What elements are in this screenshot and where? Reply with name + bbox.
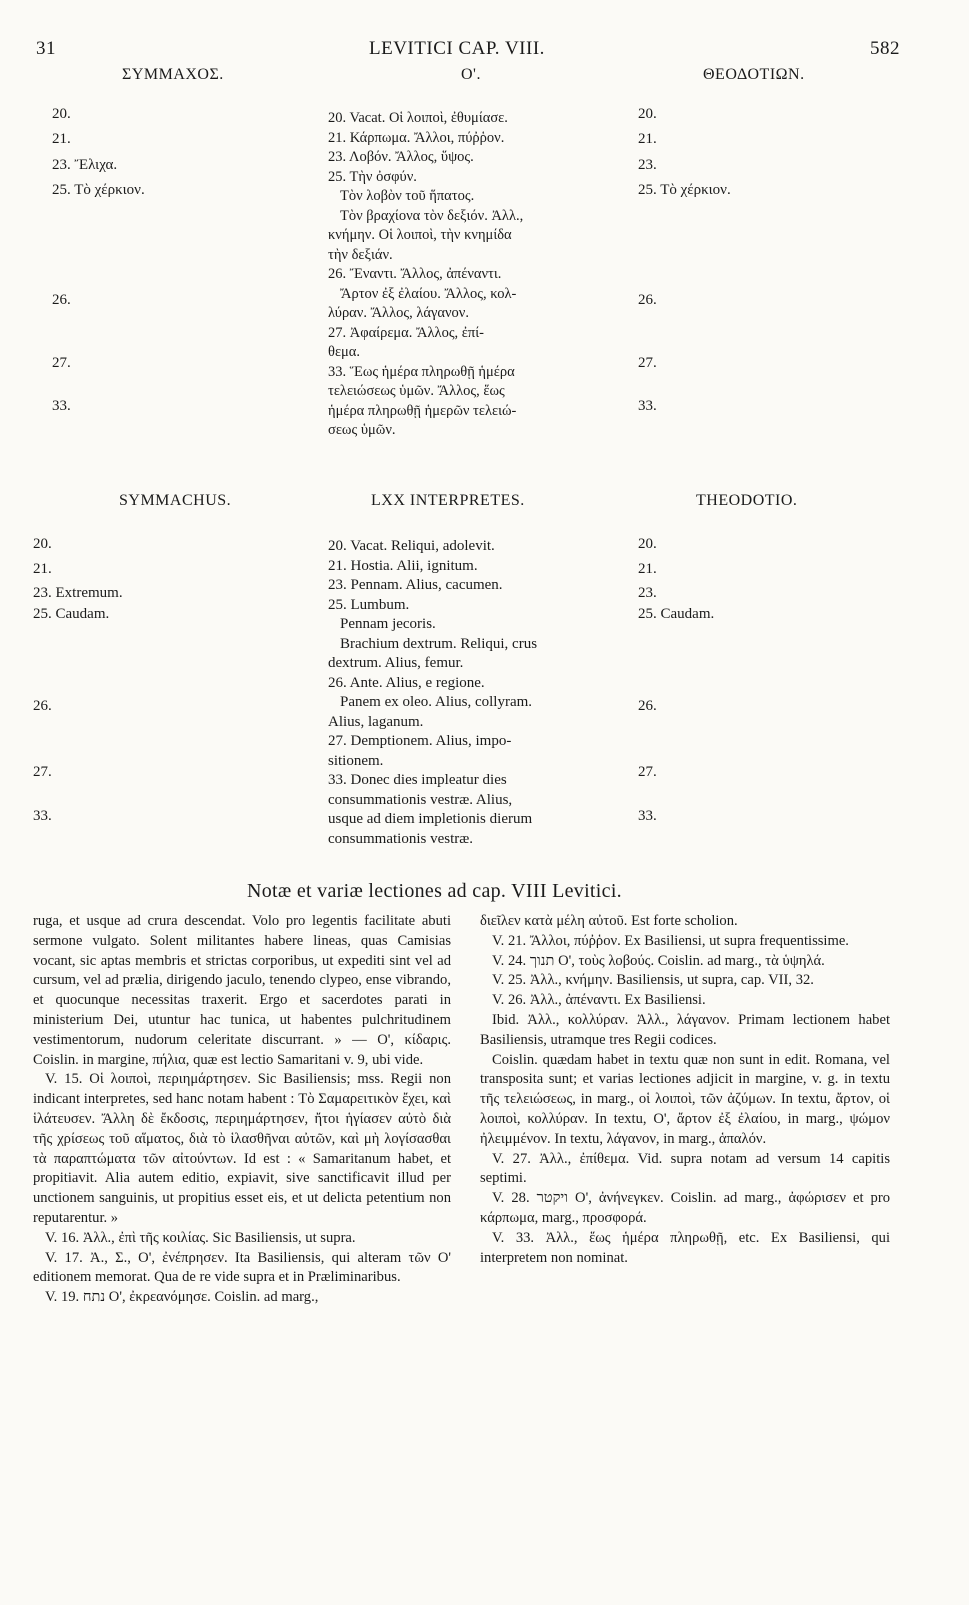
greek-mid-line: 27. Ἀφαίρεμα. Ἄλλος, ἐπί-	[328, 324, 484, 341]
latin-right-row: 21.	[638, 561, 657, 577]
latin-right-row: 27.	[638, 764, 657, 780]
greek-mid-line: 21. Κάρπωμα. Ἄλλοι, πύῤῥον.	[328, 129, 505, 146]
note-paragraph: V. 17. Ἀ., Σ., Ο', ἐνέπρησεν. Ita Basiliensis, qui alteram τῶν Ο' editionem memorat. Qua de re vide supra et in Præliminaribus.	[33, 1249, 451, 1286]
greek-mid-line: τὴν δεξιάν.	[328, 246, 393, 263]
lxx-latin-heading: LXX INTERPRETES.	[371, 492, 525, 509]
latin-right-row: 26.	[638, 698, 657, 714]
notes-title: Notæ et variæ lectiones ad cap. VIII Levitici.	[247, 880, 622, 902]
note-paragraph: Coislin. quædam habet in textu quæ non sunt in edit. Romana, vel transposita sunt; et varias lectiones adjicit in margine, v. g. in textu τῆς τελειώσεως, in marg., οἱ λοιποὶ, τῶν ἀζύμων. In textu, ἄρτον, οἱ λοιποὶ, κολλύραν. In textu, Ο', ἄρτον ἐξ ἐλαίου, in marg., ψώμον ἠλειμμένον. In textu, λάγανον, in marg., ἁπαλόν.	[480, 1051, 890, 1147]
greek-mid-line: τελειώσεως ὑμῶν. Ἄλλος, ἕως	[328, 383, 505, 399]
latin-left-row: 25. Caudam.	[33, 606, 110, 622]
greek-right-row: 26.	[638, 292, 657, 308]
greek-mid-line: 20. Vacat. Οἱ λοιποὶ, ἐθυμίασε.	[328, 110, 508, 126]
greek-mid-line: 33. Ἕως ἡμέρα πληρωθῇ ἡμέρα	[328, 363, 515, 380]
latin-mid-line: Panem ex oleo. Alius, collyram.	[340, 694, 533, 710]
latin-mid-line: sitionem.	[328, 752, 384, 769]
page-number-left: 31	[36, 38, 56, 59]
greek-mid-line: ἡμέρα πληρωθῇ ἡμερῶν τελειώ-	[328, 402, 517, 419]
latin-right-row: 20.	[638, 536, 657, 552]
greek-mid-line: 23. Λοβόν. Ἄλλος, ὕψος.	[328, 149, 474, 165]
greek-mid-line: 25. Τὴν ὀσφύν.	[328, 168, 417, 185]
greek-mid-line: λύραν. Ἄλλος, λάγανον.	[328, 305, 469, 321]
greek-left-row: 27.	[52, 355, 71, 371]
latin-mid-line: usque ad diem impletionis dierum	[328, 811, 533, 827]
greek-mid-line: κνήμην. Οἱ λοιποὶ, τὴν κνημίδα	[328, 227, 512, 243]
greek-mid-line: 26. Ἔναντι. Ἄλλος, ἀπέναντι.	[328, 266, 502, 282]
note-paragraph: V. 15. Οἱ λοιποὶ, περιημάρτησεν. Sic Basiliensis; mss. Regii non indicant interpretes, sed hanc notam habent : Τὸ Σαμαρειτικὸν ἔχει, καὶ ἱλάτευσεν. Ἄλλη δὲ ἔκδοσις, περιημάρτησεν, ἤτοι ἡγίασεν αὐτὸ διὰ τῆς χρίσεως τοῦ αἵματος, διὰ τὸ ἱλασθῆναι αὐτῶν, καὶ μὴ λογίσασθαι τὰ παραπτώματα τῶν αἰτούντων. Id est : « Samaritanum habet, et propitiavit. Alia autem editio, expiavit, sive sanctificavit illud per unctionem sanguinis, ut propitius esset eis, et ut delicta petentium non reputarentur. »	[33, 1071, 451, 1226]
greek-mid-line: Τὸν λοβὸν τοῦ ἥπατος.	[340, 188, 475, 204]
greek-right-row: 25. Τὸ χέρκιον.	[638, 182, 731, 198]
latin-left-row: 20.	[33, 536, 52, 552]
latin-right-row: 23.	[638, 585, 657, 601]
greek-mid-line: θεμα.	[328, 344, 361, 360]
latin-mid-line: 25. Lumbum.	[328, 596, 410, 613]
latin-mid-line: Alius, laganum.	[328, 713, 424, 730]
latin-mid-line: Pennam jecoris.	[340, 616, 436, 632]
greek-mid-line: σεως ὑμῶν.	[328, 422, 396, 438]
note-paragraph: V. 33. Ἀλλ., ἕως ἡμέρα πληρωθῇ, etc. Ex Basiliensi, qui interpretem non nominat.	[480, 1229, 890, 1266]
note-paragraph: V. 28. ויקטר Ο', ἀνήνεγκεν. Coislin. ad marg., ἀφώρισεν et pro κάρπωμα, marg., προσφορά.	[480, 1190, 890, 1226]
lxx-greek-column	[328, 109, 628, 441]
latin-mid-line: 20. Vacat. Reliqui, adolevit.	[328, 538, 495, 554]
theodotio-latin-heading: THEODOTIO.	[696, 492, 798, 509]
latin-left-row: 21.	[33, 561, 52, 577]
notes-right-column	[480, 912, 890, 1268]
greek-mid-line: Ἄρτον ἐξ ἐλαίου. Ἄλλος, κολ-	[340, 285, 517, 302]
greek-right-row: 27.	[638, 355, 657, 371]
latin-mid-line: 23. Pennam. Alius, cacumen.	[328, 577, 503, 593]
note-paragraph: Ibid. Ἀλλ., κολλύραν. Ἀλλ., λάγανον. Primam lectionem habet Basiliensis, utramque tres Regii codices.	[480, 1011, 890, 1048]
latin-right-row: 25. Caudam.	[638, 606, 715, 622]
latin-left-row: 26.	[33, 698, 52, 714]
greek-left-row: 23. Ἔλιχα.	[52, 157, 118, 173]
latin-mid-line: 26. Ante. Alius, e regione.	[328, 674, 485, 691]
latin-left-row: 33.	[33, 808, 52, 824]
greek-right-row: 20.	[638, 106, 657, 122]
latin-left-row: 23. Extremum.	[33, 585, 123, 601]
note-paragraph: ruga, et usque ad crura descendat. Volo pro legentis facilitate abuti sermone vulgato. Solent militantes habere lineas, quas Camisias vocant, sic aptas membris et strictas corporibus, ut expediti sint vel ad cursum, vel ad prælia, dirigendo jaculo, tenendo clypeo, ense vibrando, et quocunque necessitas traxerit. Ergo et sacerdotes parati in ministerium Dei, utuntur hac tunica, ut habentes pulchritudinem vestimentorum, nudorum celeritate discurrant. » — Ο', κίδαρις. Coislin. in margine, πήλια, quæ est lectio Samaritani v. 9, ubi vide.	[33, 913, 451, 1068]
greek-left-row: 20.	[52, 106, 71, 122]
note-paragraph: V. 24. תנוך Ο', τοὺς λοβούς. Coislin. ad marg., τὰ ὑψηλά.	[492, 952, 825, 969]
latin-right-row: 33.	[638, 808, 657, 824]
latin-left-row: 27.	[33, 764, 52, 780]
notes-left-column	[33, 912, 451, 1308]
greek-left-row: 33.	[52, 398, 71, 414]
running-title: LEVITICI CAP. VIII.	[369, 38, 545, 59]
lxx-greek-heading: Ο'.	[461, 66, 481, 83]
latin-mid-line: consummationis vestræ. Alius,	[328, 791, 513, 808]
greek-right-row: 33.	[638, 398, 657, 414]
latin-mid-line: Brachium dextrum. Reliqui, crus	[340, 635, 538, 652]
symmachus-greek-heading: ΣΥΜΜΑΧΟΣ.	[122, 66, 224, 83]
note-paragraph: V. 21. Ἄλλοι, πύῤῥον. Ex Basiliensi, ut supra frequentissime.	[492, 932, 849, 949]
latin-mid-line: 21. Hostia. Alii, ignitum.	[328, 557, 478, 574]
greek-right-row: 21.	[638, 131, 657, 147]
note-paragraph: V. 16. Ἀλλ., ἐπὶ τῆς κοιλίας. Sic Basiliensis, ut supra.	[45, 1229, 356, 1246]
page-number-right: 582	[870, 38, 900, 59]
greek-left-row: 25. Τὸ χέρκιον.	[52, 182, 145, 198]
note-paragraph: V. 26. Ἀλλ., ἀπέναντι. Ex Basiliensi.	[492, 992, 706, 1009]
greek-left-row: 26.	[52, 292, 71, 308]
latin-mid-line: 27. Demptionem. Alius, impo-	[328, 733, 512, 749]
theodotion-greek-heading: ΘΕΟΔΟΤΙΩΝ.	[703, 66, 805, 83]
note-paragraph: V. 25. Ἀλλ., κνήμην. Basiliensis, ut supra, cap. VII, 32.	[492, 972, 814, 989]
symmachus-latin-heading: SYMMACHUS.	[119, 492, 232, 509]
latin-mid-line: dextrum. Alius, femur.	[328, 655, 464, 671]
note-paragraph: διεῖλεν κατὰ μέλη αὐτοῦ. Est forte scholion.	[480, 913, 738, 929]
latin-mid-line: 33. Donec dies impleatur dies	[328, 772, 507, 788]
lxx-latin-column	[328, 537, 628, 849]
note-paragraph: V. 27. Ἀλλ., ἐπίθεμα. Vid. supra notam ad versum 14 capitis septimi.	[480, 1150, 890, 1187]
greek-left-row: 21.	[52, 131, 71, 147]
greek-right-row: 23.	[638, 157, 657, 173]
latin-mid-line: consummationis vestræ.	[328, 830, 473, 847]
greek-mid-line: Τὸν βραχίονα τὸν δεξιόν. Ἀλλ.,	[340, 207, 524, 224]
note-paragraph: V. 19. נתח Ο', ἐκρεανόμησε. Coislin. ad marg.,	[45, 1289, 319, 1306]
